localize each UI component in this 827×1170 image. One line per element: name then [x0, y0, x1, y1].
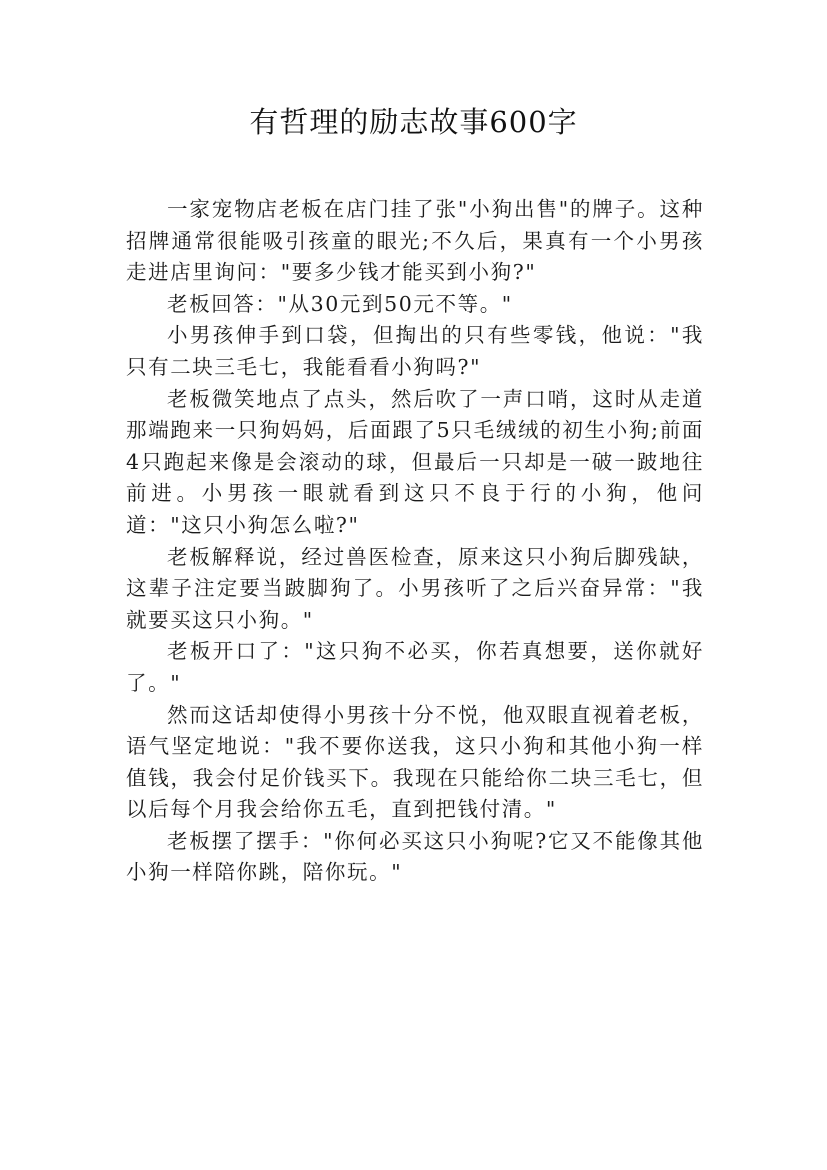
paragraph: 然而这话却使得小男孩十分不悦，他双眼直视着老板，语气坚定地说："我不要你送我，这只小狗和其他小狗一样值钱，我会付足价钱买下。我现在只能给你二块三毛七，但以后每个月我会给你五毛，直到把钱付清。"	[126, 702, 704, 822]
paragraph: 老板开口了："这只狗不必买，你若真想要，送你就好了。"	[126, 639, 704, 695]
document-title: 有哲理的励志故事600字	[249, 105, 578, 139]
paragraph: 老板摆了摆手："你何必买这只小狗呢?它又不能像其他小狗一样陪你跳，陪你玩。"	[126, 828, 704, 885]
paragraph: 老板回答："从30元到50元不等。"	[167, 291, 513, 316]
paragraph: 一家宠物店老板在店门挂了张"小狗出售"的牌子。这种招牌通常很能吸引孩童的眼光;不久后，果真有一个小男孩走进店里询问："要多少钱才能买到小狗?"	[126, 197, 704, 285]
paragraph: 小男孩伸手到口袋，但掏出的只有些零钱，他说："我只有二块三毛七，我能看看小狗吗?"	[126, 323, 704, 379]
document-body	[126, 194, 704, 889]
paragraph: 老板微笑地点了点头，然后吹了一声口哨，这时从走道那端跑来一只狗妈妈，后面跟了5只毛绒绒的初生小狗;前面4只跑起来像是会滚动的球，但最后一只却是一破一跛地往前进。小男孩一眼就看到这只不良于行的小狗，他问道："这只小狗怎么啦?"	[126, 386, 704, 537]
paragraph: 老板解释说，经过兽医检查，原来这只小狗后脚残缺，这辈子注定要当跛脚狗了。小男孩听了之后兴奋异常："我就要买这只小狗。"	[126, 544, 704, 632]
